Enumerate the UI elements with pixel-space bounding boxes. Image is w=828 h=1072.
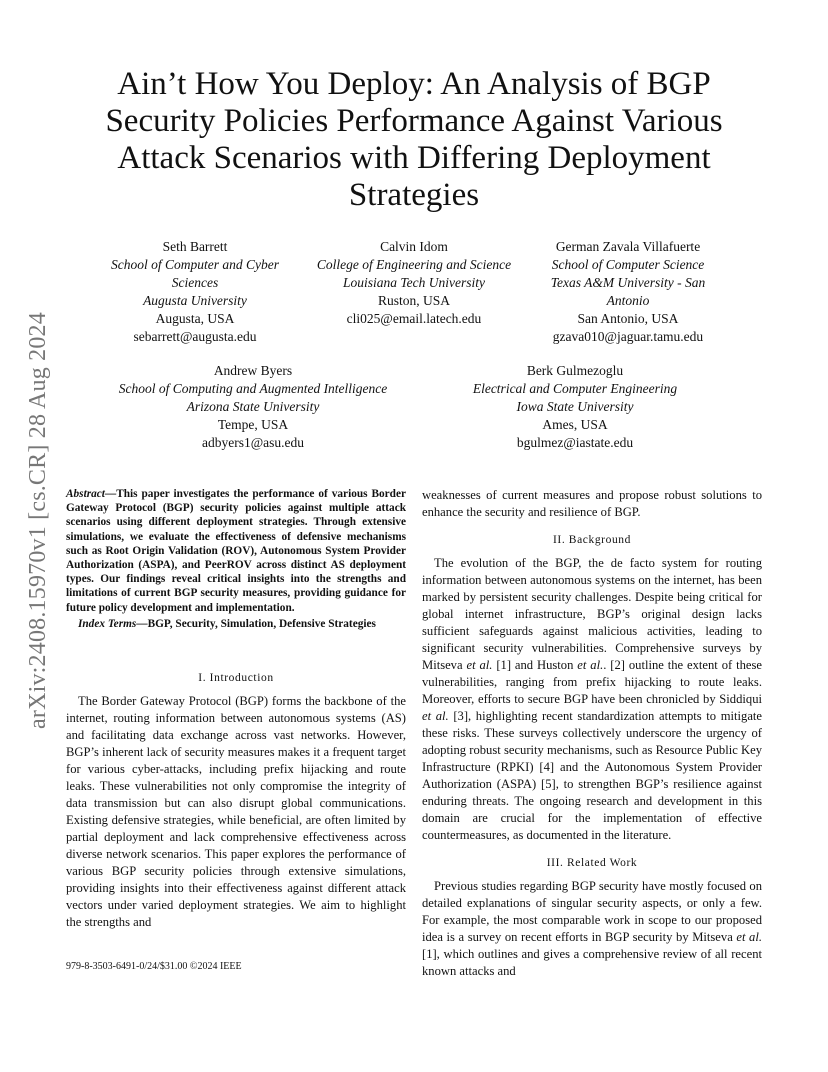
citation-etal: et al. [466, 658, 493, 672]
author-affiliation-dept: College of Engineering and Science [316, 257, 512, 272]
author-email: sebarrett@augusta.edu [133, 329, 257, 344]
abstract-label: Abstract [66, 488, 105, 500]
arxiv-identifier [20, 280, 56, 760]
citation-etal: et al. [736, 930, 762, 944]
author-block-1 [90, 238, 300, 346]
author-name: Calvin Idom [380, 239, 448, 254]
author-location: Ruston, USA [377, 293, 450, 308]
index-terms-label: Index Terms [78, 617, 137, 630]
left-column [66, 487, 406, 931]
author-location: Augusta, USA [155, 311, 235, 326]
related-work-text: Previous studies regarding BGP security have mostly focused on detailed explanations of singular security aspects, or only a few. For example, the most comparable work in scope to our proposed idea is a survey on recent efforts in BGP security by Mitseva [422, 879, 762, 944]
author-email: cli025@email.latech.edu [346, 311, 482, 326]
author-affiliation-dept: School of Computer Science [551, 257, 705, 272]
author-location: Ames, USA [542, 417, 608, 432]
author-name: German Zavala Villafuerte [555, 239, 701, 254]
author-email: bgulmez@iastate.edu [516, 435, 634, 450]
author-email: adbyers1@asu.edu [201, 435, 305, 450]
author-block-5 [440, 362, 710, 452]
index-terms [78, 617, 406, 631]
paper-title: Ain’t How You Deploy: An Analysis of BGP Security Policies Performance Against Various Attack Scenarios with Differing Deployment Strategies [105, 66, 723, 213]
related-work-text: [1], which outlines and gives a comprehensive review of all recent known attacks and [422, 947, 762, 978]
author-email: gzava010@jaguar.tamu.edu [552, 329, 704, 344]
author-block-2 [316, 238, 512, 328]
author-name: Berk Gulmezoglu [526, 363, 624, 378]
author-location: San Antonio, USA [577, 311, 679, 326]
arxiv-identifier-text: arXiv:2408.15970v1 [cs.CR] 28 Aug 2024 [24, 311, 51, 729]
citation-etal: et al. [422, 709, 449, 723]
author-location: Tempe, USA [217, 417, 289, 432]
section-heading-background: II. Background [552, 534, 632, 546]
right-column [422, 487, 762, 980]
background-text: [1] and Huston [492, 658, 578, 672]
section-heading-related-work: III. Related Work [546, 857, 638, 869]
introduction-continued: weaknesses of current measures and propose robust solutions to enhance the security and resilience of BGP. [422, 488, 762, 519]
citation-etal: et al. [577, 658, 604, 672]
abstract-text: —This paper investigates the performance of various Border Gateway Protocol (BGP) security policies against multiple attack scenarios using different deployment strategies. Through extensive simulations, we evaluate the effectiveness of defensive mechanisms such as Root Origin Validation (ROV), Autonomous System Provider Authorization (ASPA), and PeerROV across distinct AS deployment types. Our findings reveal critical insights into the strengths and limitations of current BGP security measures, providing guidance for future policy development and implementation. [66, 488, 406, 614]
background-text: The evolution of the BGP, the de facto system for routing information between autonomous systems on the internet, has been marked by persistent security challenges. Despite being critical for global internet infrastructure, BGP’s original design lacks sufficient safeguards against malicious activities, leading to significant security vulnerabilities. Comprehensive surveys by Mitseva [422, 556, 762, 672]
author-name: Andrew Byers [213, 363, 293, 378]
author-block-3 [528, 238, 728, 346]
author-affiliation-institution: Iowa State University [516, 399, 634, 414]
section-heading-introduction: I. Introduction [198, 672, 274, 685]
author-affiliation-institution: Augusta University [143, 293, 247, 308]
author-affiliation-institution: Louisiana Tech University [342, 275, 485, 290]
author-name: Seth Barrett [162, 239, 228, 254]
author-block-4 [86, 362, 420, 452]
background-text: [3], highlighting recent standardization attempts to mitigate these risks. These surveys collectively underscore the urgency of adopting robust security mechanisms, such as Resource Public Key Infrastructure (RPKI) [4] and the Autonomous System Provider Authorization (ASPA) [5], to strengthen BGP’s resilience against enduring threats. The ongoing research and development in this domain are crucial for the implementation of effective countermeasures, as documented in the literature. [422, 709, 763, 842]
introduction-paragraph: The Border Gateway Protocol (BGP) forms the backbone of the internet, routing information between autonomous systems (AS) and facilitating data exchange across vast networks. However, BGP’s inherent lack of security measures makes it a frequent target for various cyber-attacks, including prefix hijacking and route leaks. These vulnerabilities not only compromise the integrity of data transmission but can also disrupt global communications. Existing defensive strategies, while beneficial, are often limited by partial deployment and lack comprehensive effectiveness across diverse network scenarios. This paper explores the performance of various BGP security policies through extensive simulations, providing insights into their effectiveness against different attack vectors under varied deployment strategies. We aim to highlight the strengths and [66, 694, 406, 930]
copyright-footer: 979-8-3503-6491-0/24/$31.00 ©2024 IEEE [66, 961, 242, 972]
author-affiliation-institution: Texas A&M University - San Antonio [550, 275, 706, 308]
author-affiliation-dept: School of Computer and Cyber Sciences [111, 257, 279, 290]
background-paragraph [422, 555, 762, 844]
author-affiliation-dept: Electrical and Computer Engineering [472, 381, 678, 396]
related-work-paragraph [422, 878, 762, 980]
abstract [66, 487, 406, 615]
index-terms-text: —BGP, Security, Simulation, Defensive Strategies [136, 617, 376, 630]
author-affiliation-institution: Arizona State University [186, 399, 320, 414]
author-affiliation-dept: School of Computing and Augmented Intelligence [118, 381, 388, 396]
background-text: . [2] outline the extent of these vulnerabilities, ranging from prefix hijacking to route leaks. Moreover, efforts to secure BGP have been chronicled by Siddiqui [422, 658, 762, 706]
